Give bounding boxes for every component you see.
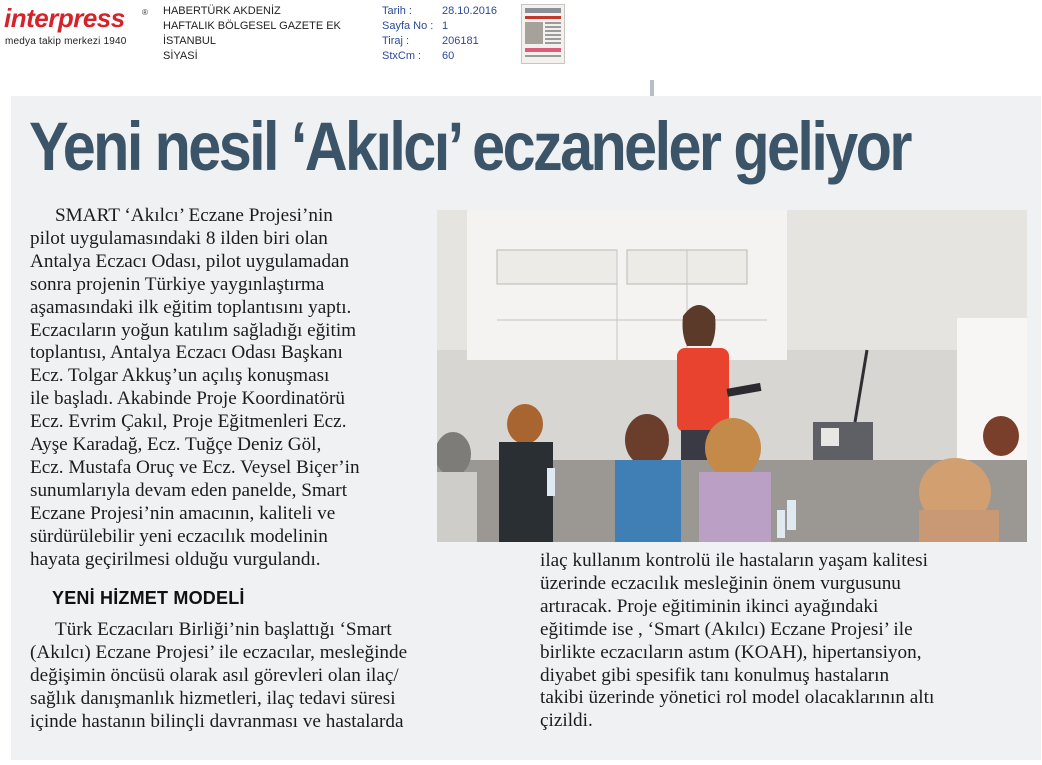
text-line: sonra projenin Türkiye yaygınlaştırma xyxy=(30,273,325,295)
meta-label-date: Tarih : xyxy=(382,5,412,17)
text-line: aşamasındaki ilk eğitim toplantısını yaptı. xyxy=(30,296,352,318)
text-line: sağlık danışmanlık hizmetleri, ilaç tedavi süresi xyxy=(30,687,396,709)
text-line: pilot uygulamasındaki 8 ilden biri olan xyxy=(30,227,328,249)
text-line: Antalya Eczacı Odası, pilot uygulamadan xyxy=(30,250,350,272)
article-intro xyxy=(30,205,432,572)
meta-labels xyxy=(382,4,433,64)
text-line: Eczacıların yoğun katılım sağladığı eğitim xyxy=(30,319,357,341)
section-body xyxy=(30,619,500,734)
text-line: hayata geçirilmesi olduğu vurgulandı. xyxy=(30,548,321,570)
source-info xyxy=(163,4,341,64)
meta-value-circulation: 206181 xyxy=(442,35,479,47)
text-line: toplantısı, Antalya Eczacı Odası Başkanı xyxy=(30,342,343,364)
meta-label-circulation: Tiraj : xyxy=(382,35,410,47)
meta-label-page: Sayfa No : xyxy=(382,20,434,32)
source-city: İSTANBUL xyxy=(163,35,216,47)
text-line: SMART ‘Akılcı’ Eczane Projesi’nin xyxy=(55,205,333,226)
text-line: takibi üzerinde yönetici rol model olacaklarının altı xyxy=(540,687,935,709)
text-line: çizildi. xyxy=(540,710,593,732)
meta-value-page: 1 xyxy=(442,20,449,32)
text-line: ilaç kullanım kontrolü ile hastaların yaşam kalitesi xyxy=(540,550,928,571)
text-line: Ecz. Evrim Çakıl, Proje Eğitmenleri Ecz. xyxy=(30,411,347,433)
text-line: Türk Eczacıları Birliği’nin başlattığı ‘Smart xyxy=(55,619,392,640)
clip-divider-mark xyxy=(650,80,654,96)
text-line: sürdürülebilir yeni eczacılık modelinin xyxy=(30,525,328,547)
text-line: değişimin öncüsü olarak asıl görevleri olan ilaç/ xyxy=(30,664,399,686)
article-headline: Yeni nesil ‘Akılcı’ eczaneler geliyor xyxy=(29,108,910,185)
source-publication: HABERTÜRK AKDENİZ xyxy=(163,5,281,17)
text-line: üzerinde eczacılık mesleğinin önem vurgusunu xyxy=(540,572,901,594)
text-line: diyabet gibi spesifik tanı konulmuş hastaların xyxy=(540,664,890,686)
text-line: eğitimde ise , ‘Smart (Akılcı) Eczane Projesi’ ile xyxy=(540,618,913,640)
source-category: SİYASİ xyxy=(163,50,198,62)
text-line: Ecz. Mustafa Oruç ve Ecz. Veysel Biçer’in xyxy=(30,456,360,478)
meta-values xyxy=(442,4,497,64)
training-session-image xyxy=(437,210,1027,542)
text-line: birlikte eczacıların astım (KOAH), hipertansiyon, xyxy=(540,641,922,663)
text-line: içinde hastanın bilinçli davranması ve hastalarda xyxy=(30,710,404,732)
clipping-header xyxy=(0,0,1042,70)
text-line: Eczane Projesi’nin amacının, kaliteli ve xyxy=(30,502,336,524)
logo-registered-mark: ® xyxy=(142,8,148,17)
article-continuation xyxy=(540,550,1020,733)
logo-wordmark: interpress xyxy=(4,3,125,33)
text-line: ile başladı. Akabinde Proje Koordinatörü xyxy=(30,388,345,410)
text-line: (Akılcı) Eczane Projesi’ ile eczacılar, mesleğinde xyxy=(30,641,408,663)
text-line: Ecz. Tolgar Akkuş’un açılış konuşması xyxy=(30,365,330,387)
page-thumbnail[interactable] xyxy=(521,4,565,64)
text-line: Ayşe Karadağ, Ecz. Tuğçe Deniz Göl, xyxy=(30,434,322,456)
article-photo xyxy=(437,210,1027,542)
section-heading: YENİ HİZMET MODELİ xyxy=(52,588,245,608)
text-line: artıracak. Proje eğitiminin ikinci ayağındaki xyxy=(540,595,879,617)
logo-tagline: medya takip merkezi 1940 xyxy=(5,36,127,47)
meta-value-stxcm: 60 xyxy=(442,50,455,62)
meta-label-stxcm: StxCm : xyxy=(382,50,422,62)
source-edition: HAFTALIK BÖLGESEL GAZETE EK xyxy=(163,20,341,32)
meta-value-date: 28.10.2016 xyxy=(442,5,498,17)
interpress-logo xyxy=(4,4,154,50)
text-line: sunumlarıyla devam eden panelde, Smart xyxy=(30,479,348,501)
